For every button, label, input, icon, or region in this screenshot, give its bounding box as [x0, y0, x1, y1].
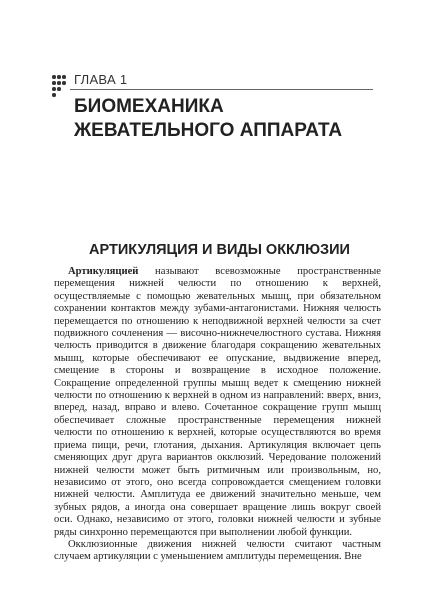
section-title: АРТИКУЛЯЦИЯ И ВИДЫ ОККЛЮЗИИ [89, 242, 350, 258]
body-text [54, 266, 381, 564]
chapter-rule [70, 89, 373, 90]
paragraph-1 [54, 266, 381, 539]
paragraph-2: Окклюзионные движения нижней челюсти считают частным случаем артикуляции с уменьшением амплитуды перемещения. Вне [54, 538, 381, 563]
paragraph-1-text: называют всевозможные пространственные перемещения нижней челюсти по отношению к верхней, осуществляемые с помощью жевательных мышц, при обязательном сохранении контактов между зубами-антагонистами. Нижняя челюсть перемещается по отношению к неподвижной верхней челюсти за счет подвижного сочленения — височно-нижнечелюстного сустава. Нижняя челюсть приводится в движение благодаря сокращению жевательных мышц, которые обеспечивают ее опускание, выдвижение вперед, смещение в стороны и возвращение в исходное положение. Сокращение определенной группы мышц ведет к смещению нижней челюсти по отношению к верхней в одном из направлений: вверх, вниз, вперед, назад, вправо и влево. Сочетанное сокращение групп мышц обеспечивает сложные пространственные перемещения нижней челюсти по отношению к верхней, которые осуществляются во время приема пищи, речи, глотания, дыхания. Артикуляция включает цепь сменяющих друг друга вариантов окклюзий. Чередование положений нижней челюсти может быть ритмичным или произвольным, но, независимо от этого, оно всегда сопровождается смещением головки нижней челюсти. Амплитуда ее движений значительно меньше, чем зубных рядов, а иногда она совершает вращение лишь вокруг своей оси. Однако, независимо от этого, головки нижней челюсти и зубные ряды синхронно перемещаются при выполнении любой функции. [54, 266, 381, 538]
chapter-dots-ornament [52, 75, 68, 99]
chapter-title: БИОМЕХАНИКА ЖЕВАТЕЛЬНОГО АППАРАТА [74, 96, 343, 141]
bold-term: Артикуляцией [68, 266, 139, 277]
chapter-label: ГЛАВА 1 [74, 72, 128, 87]
